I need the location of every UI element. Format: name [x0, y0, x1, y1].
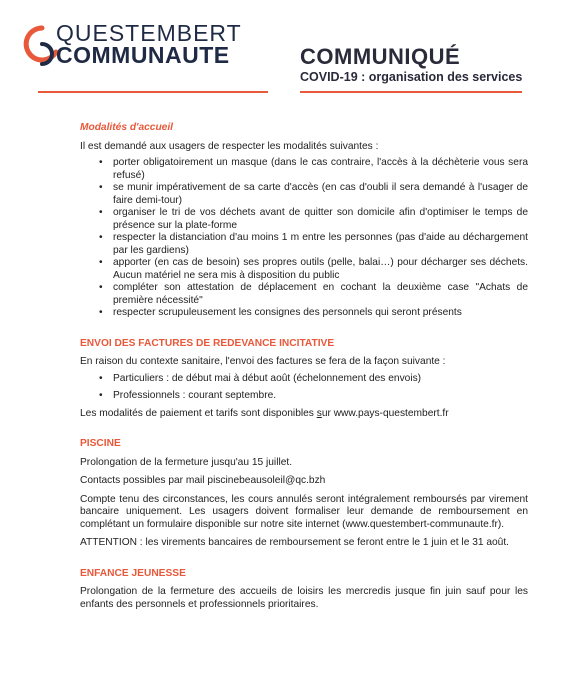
- page-title: COMMUNIQUÉ: [300, 44, 461, 69]
- list-item: • organiser le tri de vos déchets avant de quitter son domicile afin d'optimiser le temps de présence sur la plate-forme: [113, 207, 528, 232]
- piscine-p4: ATTENTION : les virements bancaires de remboursement se feront entre le 1 juin et le 31 août.: [80, 537, 510, 548]
- accueil-list: [80, 157, 528, 320]
- list-item: • porter obligatoirement un masque (dans le cas contraire, l'accès à la déchèterie vous sera refusé): [113, 157, 528, 182]
- list-item: • Particuliers : de début mai à début août (échelonnement des envois): [113, 373, 528, 386]
- logo: [22, 20, 242, 80]
- header-divider-left: [38, 91, 268, 93]
- list-item: • respecter scrupuleusement les consignes des personnels qui seront présents: [113, 307, 528, 320]
- piscine-p3: Compte tenu des circonstances, les cours annulés seront intégralement remboursés par virement bancaire uniquement. Les usagers doivent formaliser leur demande de remboursement en complétant un formulaire disponible sur notre site internet (www.questembert-communaute.fr).: [80, 493, 528, 530]
- enfance-p1: Prolongation de la fermeture des accueils de loisirs les mercredis jusque fin juin sauf pour les enfants des personnels et professionnels prioritaires.: [80, 586, 528, 610]
- piscine-p2: Contacts possibles par mail piscinebeausoleil@qc.bzh: [80, 475, 326, 486]
- section-title-enfance: ENFANCE JEUNESSE: [80, 567, 186, 579]
- list-item: • se munir impérativement de sa carte d'accès (en cas d'oubli il sera demandé à l'usager de faire demi-tour): [113, 182, 528, 207]
- logo-line2: COMMUNAUTE: [56, 42, 230, 68]
- factures-outro: [80, 408, 528, 421]
- list-item: • respecter la distanciation d'au moins 1 m entre les personnes (pas d'aide au déchargement par les gardiens): [113, 232, 528, 257]
- section-title-piscine: PISCINE: [80, 438, 121, 449]
- logo-line1: QUESTEMBERT: [56, 20, 242, 46]
- section-title-accueil: Modalités d'accueil: [80, 122, 174, 133]
- piscine-p1: Prolongation de la fermeture jusqu'au 15 juillet.: [80, 456, 293, 468]
- header-divider-right: [300, 91, 522, 93]
- factures-outro-link: ur www.pays-questembert.fr: [321, 407, 449, 419]
- list-item: • apporter (en cas de besoin) ses propres outils (pelle, balai…) pour décharger ses déchets. Aucun matériel ne sera mis à disposition du public: [113, 257, 528, 282]
- factures-intro: En raison du contexte sanitaire, l'envoi des factures se fera de la façon suivante :: [80, 356, 446, 367]
- document-body: [80, 122, 528, 611]
- list-item: • Professionnels : courant septembre.: [113, 390, 528, 403]
- factures-outro-text: Les modalités de paiement et tarifs sont disponibles: [80, 407, 317, 419]
- factures-outro-s: s: [316, 407, 322, 419]
- section-title-factures: ENVOI DES FACTURES DE REDEVANCE INCITATIVE: [80, 337, 335, 349]
- accueil-intro: Il est demandé aux usagers de respecter les modalités suivantes :: [80, 140, 379, 152]
- list-item: • compléter son attestation de déplacement en cochant la deuxième case "Achats de première nécessité": [113, 282, 528, 307]
- page-subtitle: COVID-19 : organisation des services: [300, 70, 523, 84]
- factures-list: [80, 373, 528, 403]
